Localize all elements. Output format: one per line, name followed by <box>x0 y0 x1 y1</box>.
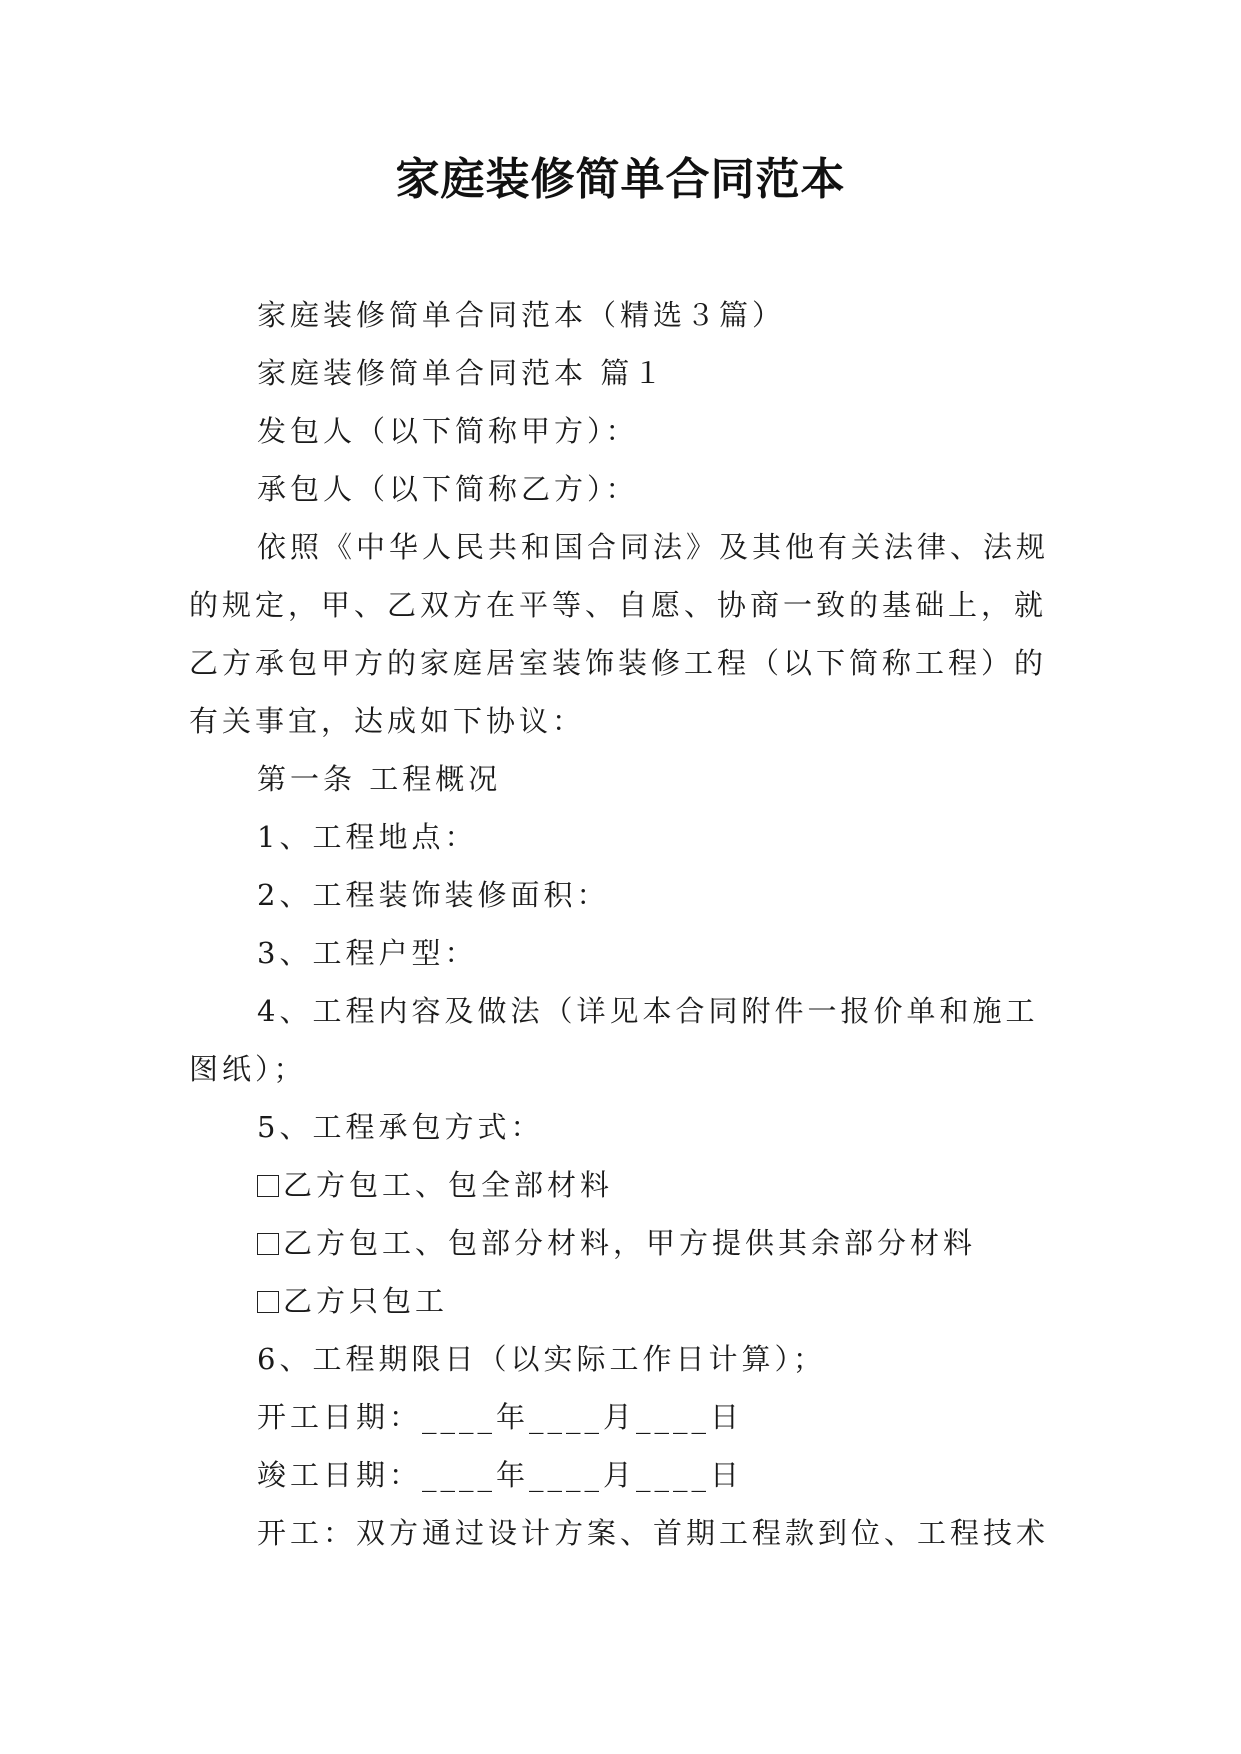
paragraph-start-condition: 开工：双方通过设计方案、首期工程款到位、工程技术 <box>257 1516 1050 1550</box>
paragraph-party-a: 发包人（以下简称甲方）： <box>257 414 639 448</box>
paragraph-item-1: 1、工程地点： <box>257 820 478 854</box>
checkbox-icon[interactable] <box>257 1175 279 1197</box>
paragraph-preamble: 依照《中华人民共和国合同法》及其他有关法律、法规的规定，甲、乙双方在平等、自愿、协商一致的基础上，就乙方承包甲方的家庭居室装饰装修工程（以下简称工程）的有关事宜，达成如下协议： <box>189 530 1050 738</box>
option-row-2 <box>189 1214 1051 1272</box>
checkbox-icon[interactable] <box>257 1291 279 1313</box>
option-label-2: 乙方包工、包部分材料，甲方提供其余部分材料 <box>283 1226 977 1260</box>
paragraph-item-4: 4、工程内容及做法（详见本合同附件一报价单和施工图纸）； <box>189 994 1039 1086</box>
document-title: 家庭装修简单合同范本 <box>395 154 846 205</box>
paragraph-chapter-heading: 家庭装修简单合同范本 篇１ <box>257 356 667 390</box>
paragraph-item-3: 3、工程户型： <box>257 936 478 970</box>
paragraph-item-6: 6、工程期限日（以实际工作日计算）； <box>257 1342 826 1376</box>
option-row-3 <box>189 1272 1051 1330</box>
paragraph-item-2: 2、工程装饰装修面积： <box>257 878 610 912</box>
checkbox-icon[interactable] <box>257 1233 279 1255</box>
option-label-3: 乙方只包工 <box>283 1284 449 1318</box>
document-body <box>189 286 1051 1562</box>
paragraph-item-5: 5、工程承包方式： <box>257 1110 544 1144</box>
paragraph-start-date: 开工日期：____年____月____日 <box>257 1400 744 1434</box>
paragraph-end-date: 竣工日期：____年____月____日 <box>257 1458 744 1492</box>
paragraph-article-1: 第一条 工程概况 <box>257 762 502 796</box>
option-label-1: 乙方包工、包全部材料 <box>283 1168 614 1202</box>
paragraph-party-b: 承包人（以下简称乙方）： <box>257 472 639 506</box>
option-row-1 <box>189 1156 1051 1214</box>
paragraph-subtitle: 家庭装修简单合同范本（精选３篇） <box>257 298 786 332</box>
